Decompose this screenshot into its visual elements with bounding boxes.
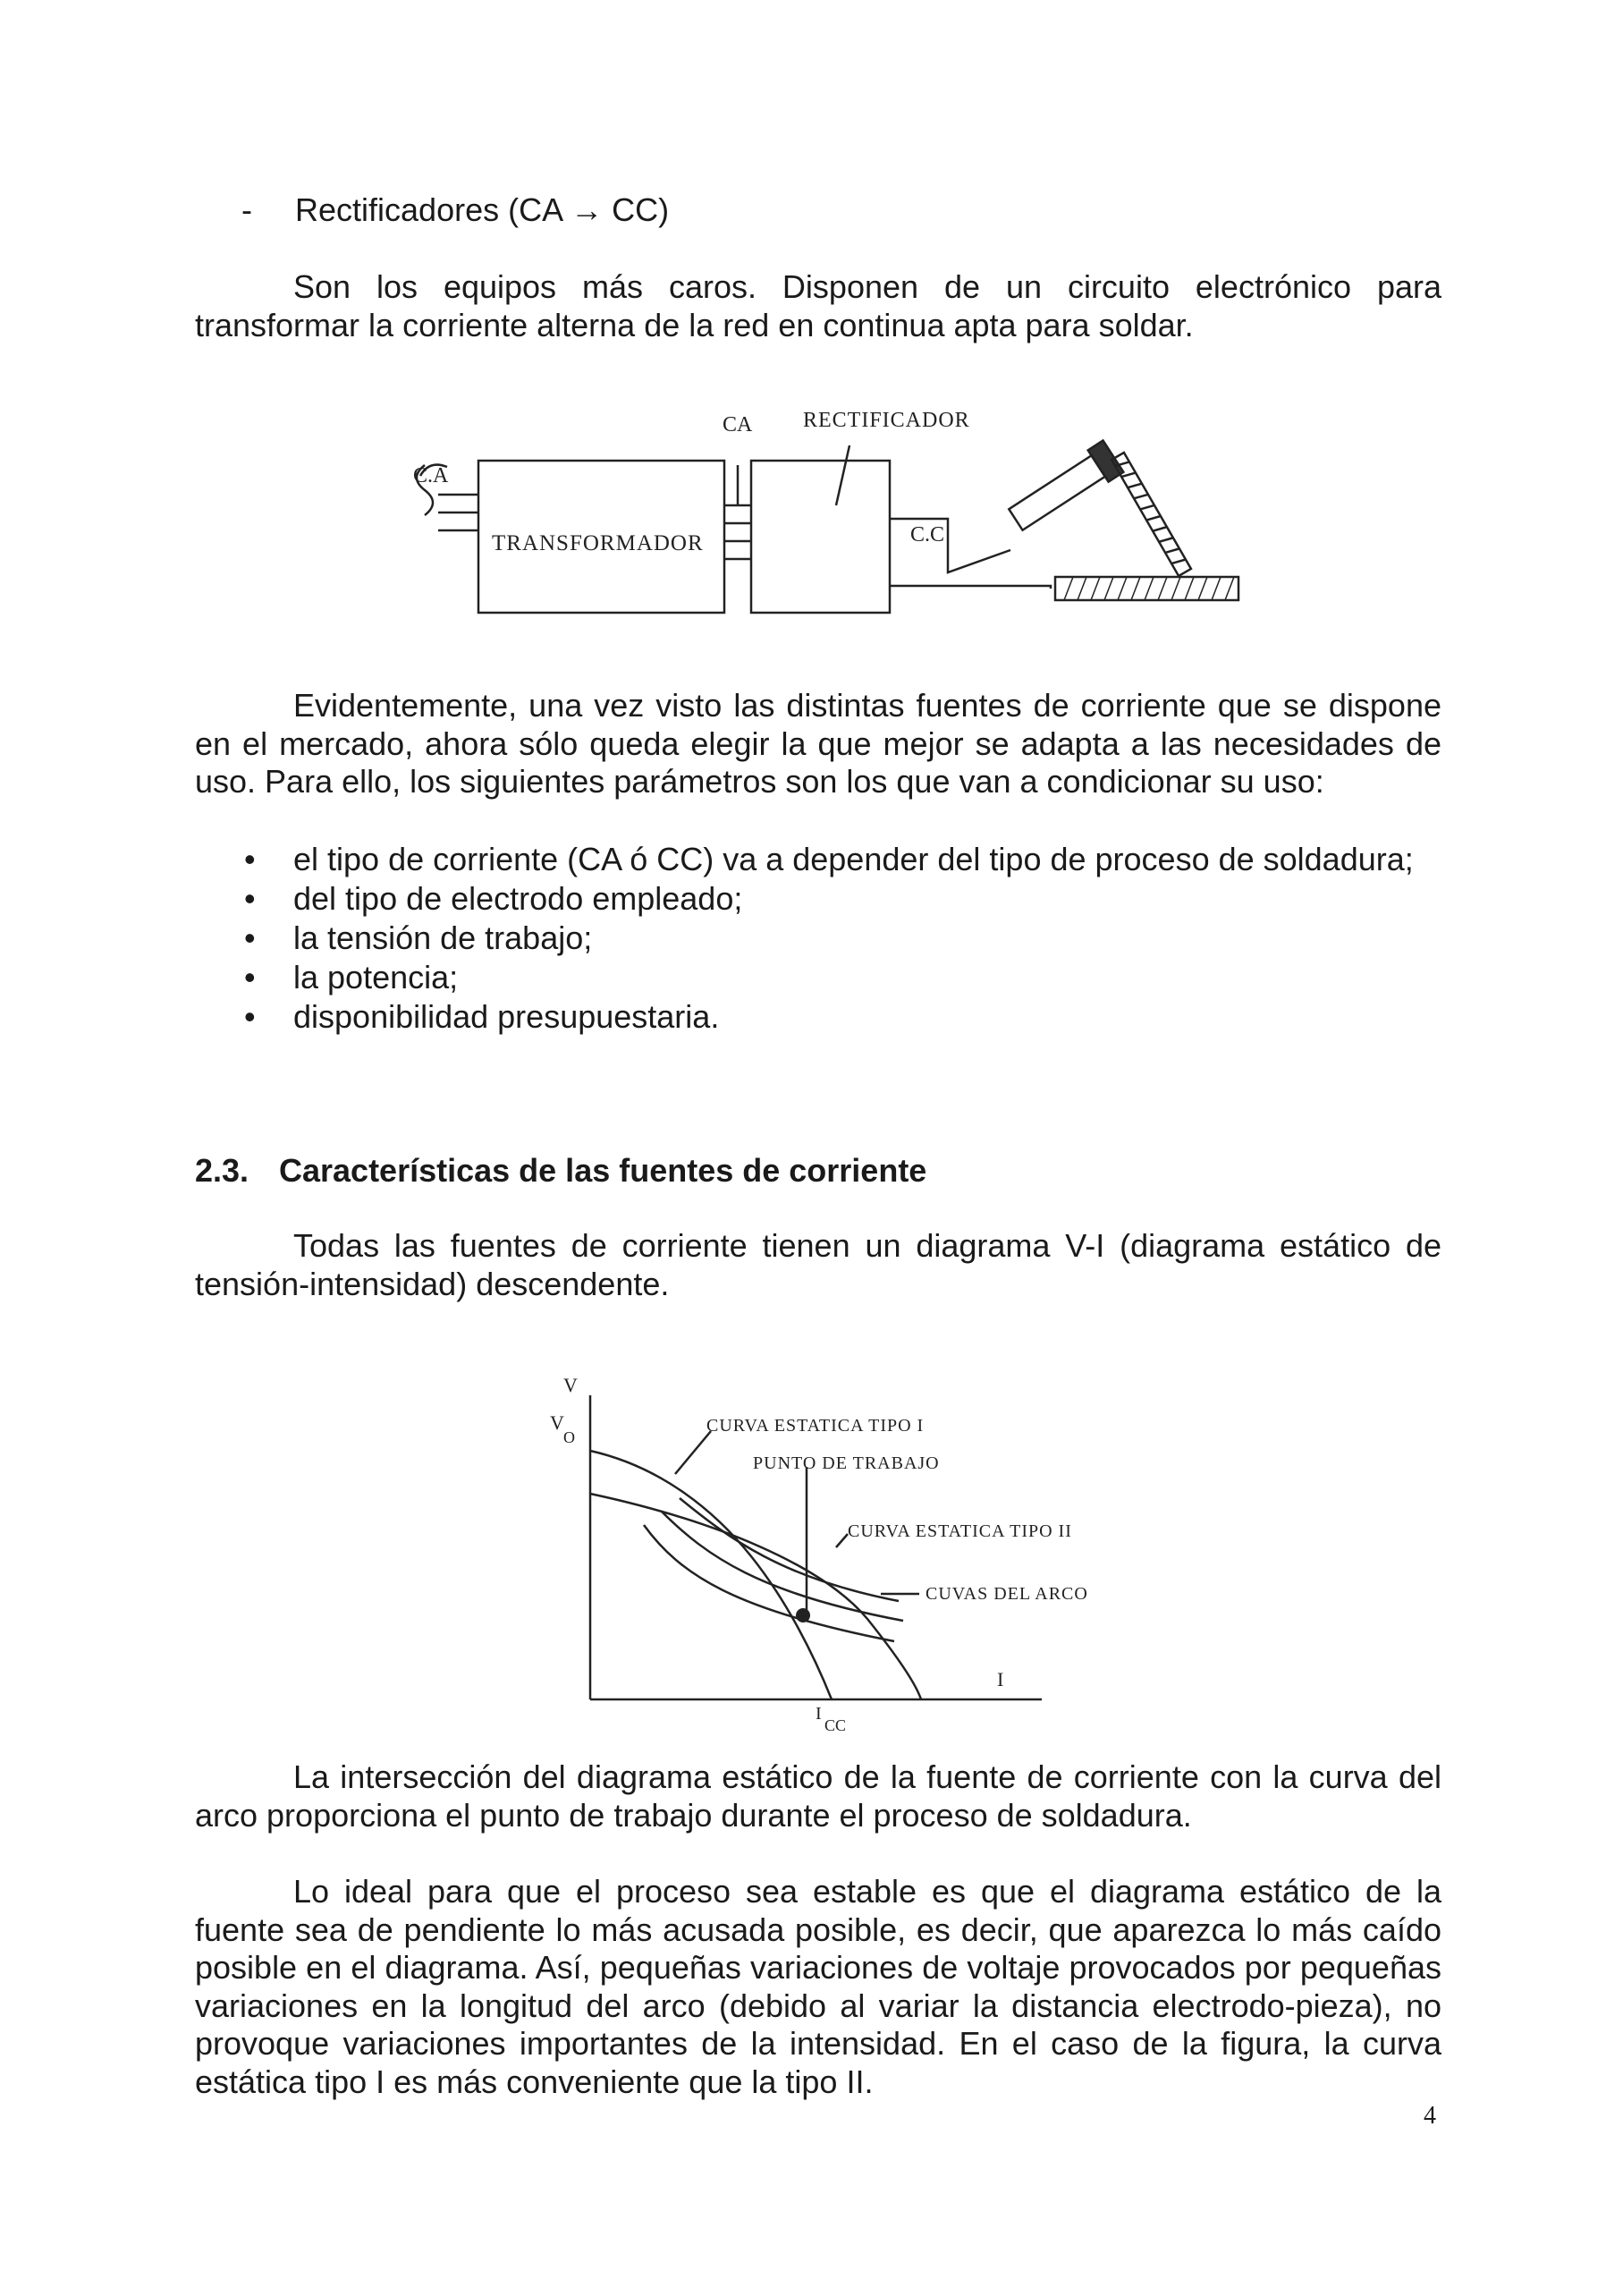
working-point-marker [796,1608,810,1622]
annotation-arc-curves: CUVAS DEL ARCO [926,1584,1088,1604]
v0-label: V [550,1411,564,1434]
label-rectificador: RECTIFICADOR [803,409,970,432]
bullet-icon: • [244,919,256,956]
bullet-icon: • [244,998,256,1035]
annotation-working-point: PUNTO DE TRABAJO [753,1453,940,1473]
bullet-text: la tensión de trabajo; [293,919,593,956]
section-title: Características de las fuentes de corriente [279,1152,927,1189]
icc-label: I [816,1704,822,1724]
y-axis-label: V [563,1374,578,1396]
bullet-text: disponibilidad presupuestaria. [293,998,720,1035]
paragraph-equipos-caros: Son los equipos más caros. Disponen de un circuito electrónico para transformar la corriente alterna de la red en continua apta para soldar. [195,268,1441,343]
bullet-text: el tipo de corriente (CA ó CC) va a depender del tipo de proceso de soldadura; [293,841,1414,877]
bullet-icon: • [244,880,256,917]
label-ca-input: C.A [413,464,449,487]
annotation-curve-type-1: CURVA ESTATICA TIPO I [706,1416,925,1436]
icc-subscript: CC [824,1716,847,1734]
page-number: 4 [1424,2102,1436,2130]
list-item-text: Rectificadores (CA → CC) [295,191,670,228]
x-axis-label: I [997,1668,1004,1690]
section-number: 2.3. [195,1152,249,1189]
paragraph-lo-ideal: Lo ideal para que el proceso sea estable es que el diagrama estático de la fuente sea de pendiente lo más acusada posible, es decir, que aparezca lo más caído posible en el diagrama. Así, pequeñas variaciones de voltaje provocados por pequeñas variaciones en la longitud del arco (debido al variar la distancia electrodo-pieza), no provoque variaciones importantes de la intensidad. En el caso de la figura, la curva estática tipo I es más conveniente que la tipo II. [195,1873,1441,2100]
bullet-text: la potencia; [293,959,459,995]
static-curve-type-1 [590,1451,832,1699]
bullet-icon: • [244,959,256,995]
bullet-icon: • [244,841,256,877]
v0-subscript: O [563,1428,575,1446]
paragraph-interseccion: La intersección del diagrama estático de la fuente de corriente con la curva del arco proporciona el punto de trabajo durante el proceso de soldadura. [195,1758,1441,1834]
list-dash: - [241,191,252,228]
label-ca-top: CA [723,413,753,436]
label-cc: C.C [910,523,945,546]
paragraph-todas-fuentes: Todas las fuentes de corriente tienen un diagrama V-I (diagrama estático de tensión-intensidad) descendente. [195,1227,1441,1302]
annotation-curve-type-2: CURVA ESTATICA TIPO II [848,1521,1072,1541]
label-transformador: TRANSFORMADOR [492,531,704,555]
bullet-text: del tipo de electrodo empleado; [293,880,743,917]
paragraph-evidentemente: Evidentemente, una vez visto las distintas fuentes de corriente que se dispone en el mercado, ahora sólo queda elegir la que mejor se adapta a las necesidades de uso. Para ello, los siguientes parámetros son los que van a condicionar su uso: [195,687,1441,800]
